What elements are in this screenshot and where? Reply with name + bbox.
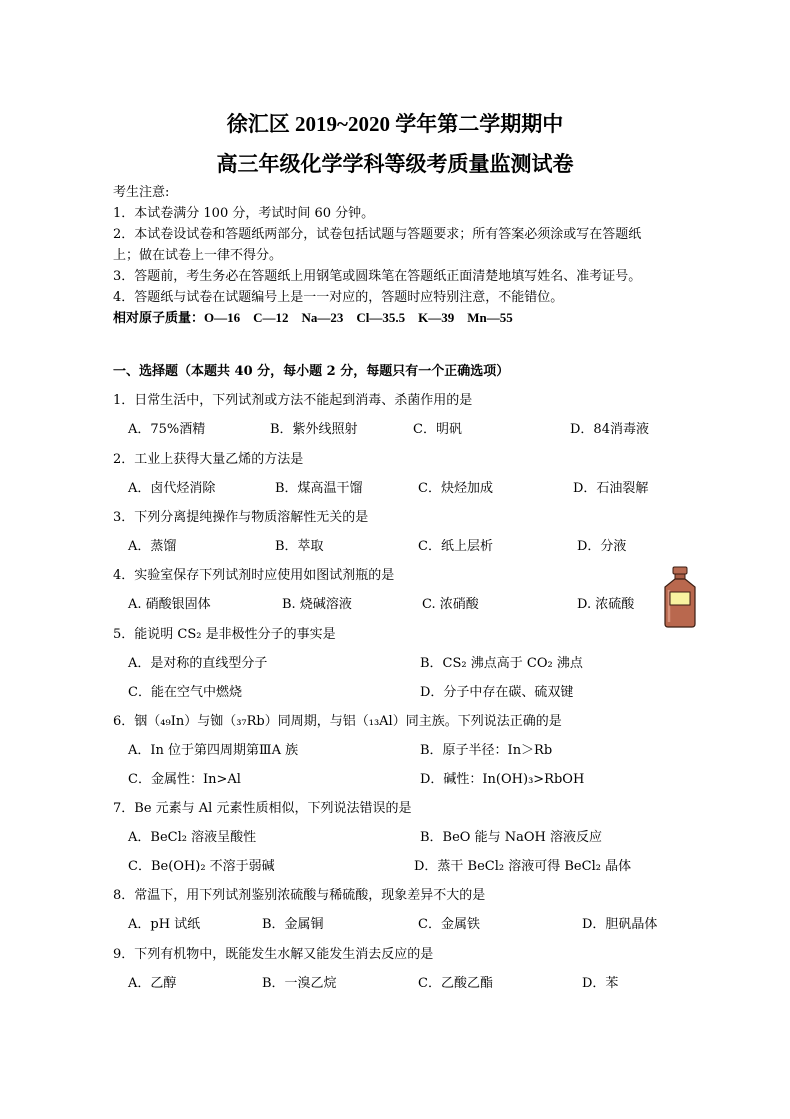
q2-option-d: D．石油裂解 xyxy=(573,481,649,496)
notice-item-2: 2．本试卷设试卷和答题纸两部分，试卷包括试题与答题要求；所有答案必须涂或写在答题纸 xyxy=(113,227,642,242)
q6-option-a: A．In 位于第四周期第ⅢA 族 xyxy=(128,743,299,758)
q9-option-a: A．乙醇 xyxy=(128,976,177,991)
q7-option-d: D．蒸干 BeCl₂ 溶液可得 BeCl₂ 晶体 xyxy=(414,859,632,874)
q8-option-a: A．pH 试纸 xyxy=(128,917,201,932)
q9-option-b: B．一溴乙烷 xyxy=(262,976,337,991)
notice-item-1: 1．本试卷满分 100 分，考试时间 60 分钟。 xyxy=(113,206,375,221)
q2-option-b: B．煤高温干馏 xyxy=(275,481,363,496)
question-8-stem: 8．常温下，用下列试剂鉴别浓硫酸与稀硫酸，现象差异不大的是 xyxy=(113,888,486,903)
q7-option-a: A．BeCl₂ 溶液呈酸性 xyxy=(128,830,257,845)
page-title-line1: 徐汇区 2019~2020 学年第二学期期中 xyxy=(226,112,564,136)
question-1-stem: 1．日常生活中，下列试剂或方法不能起到消毒、杀菌作用的是 xyxy=(113,393,473,408)
question-4-stem: 4．实验室保存下列试剂时应使用如图试剂瓶的是 xyxy=(113,568,395,583)
q9-option-c: C．乙酸乙酯 xyxy=(418,976,493,991)
q6-option-c: C．金属性：In>Al xyxy=(128,772,241,787)
section-heading: 一、选择题（本题共 40 分，每小题 2 分，每题只有一个正确选项） xyxy=(113,364,510,379)
notice-item-2-cont: 上；做在试卷上一律不得分。 xyxy=(113,248,283,263)
q2-option-c: C．炔烃加成 xyxy=(418,481,493,496)
question-6-stem: 6．铟（₄₉In）与铷（₃₇Rb）同周期，与铝（₁₃Al）同主族。下列说法正确的是 xyxy=(113,714,562,729)
q1-option-a: A．75%酒精 xyxy=(128,422,206,437)
q4-option-c: C. 浓硝酸 xyxy=(422,597,479,612)
q3-option-c: C．纸上层析 xyxy=(418,539,493,554)
q5-option-b: B．CS₂ 沸点高于 CO₂ 沸点 xyxy=(420,656,583,671)
q4-option-d: D. 浓硫酸 xyxy=(577,597,635,612)
question-5-stem: 5．能说明 CS₂ 是非极性分子的事实是 xyxy=(113,627,336,642)
reagent-bottle-image xyxy=(660,566,700,628)
q6-option-d: D．碱性：In(OH)₃>RbOH xyxy=(420,772,585,787)
q8-option-b: B．金属铜 xyxy=(262,917,324,932)
question-2-stem: 2．工业上获得大量乙烯的方法是 xyxy=(113,452,304,467)
q1-option-c: C．明矾 xyxy=(413,422,462,437)
q8-option-c: C．金属铁 xyxy=(418,917,480,932)
q9-option-d: D．苯 xyxy=(582,976,619,991)
q3-option-d: D．分液 xyxy=(577,539,627,554)
q3-option-a: A．蒸馏 xyxy=(128,539,177,554)
q6-option-b: B．原子半径：In＞Rb xyxy=(420,743,553,758)
q1-option-b: B．紫外线照射 xyxy=(270,422,358,437)
q8-option-d: D．胆矾晶体 xyxy=(582,917,658,932)
q2-option-a: A．卤代烃消除 xyxy=(128,481,216,496)
q5-option-c: C．能在空气中燃烧 xyxy=(128,685,242,700)
q3-option-b: B．萃取 xyxy=(275,539,324,554)
notice-item-4: 4．答题纸与试卷在试题编号上是一一对应的，答题时应特别注意，不能错位。 xyxy=(113,290,564,305)
q1-option-d: D．84消毒液 xyxy=(570,422,649,437)
question-7-stem: 7．Be 元素与 Al 元素性质相似，下列说法错误的是 xyxy=(113,801,412,816)
q4-option-b: B. 烧碱溶液 xyxy=(282,597,352,612)
q5-option-d: D．分子中存在碳、硫双键 xyxy=(420,685,574,700)
question-3-stem: 3．下列分离提纯操作与物质溶解性无关的是 xyxy=(113,510,369,525)
notice-item-3: 3．答题前，考生务必在答题纸上用钢笔或圆珠笔在答题纸正面清楚地填写姓名、准考证号。 xyxy=(113,269,642,284)
q4-option-a: A. 硝酸银固体 xyxy=(128,597,211,612)
question-9-stem: 9．下列有机物中，既能发生水解又能发生消去反应的是 xyxy=(113,947,434,962)
notice-heading: 考生注意: xyxy=(113,185,170,200)
q7-option-c: C．Be(OH)₂ 不溶于弱碱 xyxy=(128,859,275,874)
q5-option-a: A．是对称的直线型分子 xyxy=(128,656,268,671)
page-title-line2: 高三年级化学学科等级考质量监测试卷 xyxy=(216,152,574,176)
q7-option-b: B．BeO 能与 NaOH 溶液反应 xyxy=(420,830,602,845)
atomic-mass-line: 相对原子质量：O—16 C—12 Na—23 Cl—35.5 K—39 Mn—55 xyxy=(113,310,513,325)
